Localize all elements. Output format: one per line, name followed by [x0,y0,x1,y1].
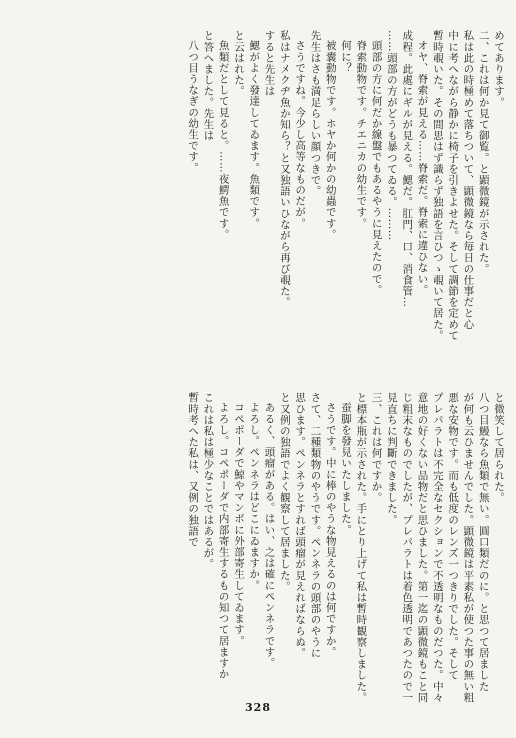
text-line: コペポーダで鯨やマンボに外部寄生してゐます。 [232,402,245,647]
text-line: めてあります。 [493,30,505,108]
text-line: プレパラトは不完全なセクションで不透明なものだつた。中々 [431,392,444,703]
text-line: 魚類だとして見ると。……夜鰐魚です。 [217,40,230,240]
text-line: じ粗末なものでしたが、プレパラトは着色透明であつたので一 [401,392,414,703]
text-line: 何に？ [340,40,353,74]
text-line: 暫時考へた私は、又例の独語で [187,392,200,548]
text-line: 悪な安物です。而も低度のレンズ一つきりでした。そして [447,392,460,681]
text-line: さうです。中に棒のやうな物見えるのは何ですか。 [324,402,337,658]
text-line: 八つ目うなぎの幼生です。 [187,40,200,174]
text-line: 鰓がよく發達してゐます。魚類です。 [248,40,261,229]
text-line: と云はれた。 [232,30,245,97]
text-line: と又例の独語でよく観察して居ました。 [278,392,291,592]
text-line: 脊索動物です。チエニカの幼生です。 [355,40,368,229]
text-line: 成程。此處にギルが見える。鰓だ。肛門、口、消食管… [401,30,414,308]
text-line: これは私は極少なことではあるが。 [202,392,215,570]
text-line: 三、これは何ですか。 [370,392,383,503]
text-line: と答へました。先生は [202,30,215,141]
text-line: 二、これは何か見て御覧。と顕微鏡が示された。 [477,30,490,275]
text-line: 中に考へながら静かに椅子を引きよせた。そして調節を定めて [447,30,460,341]
text-line: 蚕脚を發見いたしました。 [340,402,353,536]
text-line: 八つ目鰻なら魚類で無い。圓口類だのに。と思つて居ました [477,392,490,692]
text-line: よろし。ペンネラはどこにゐますか。 [248,402,261,591]
text-line: と標本瓶が示された。手にとり上げて私は暫時観察しました。 [355,392,368,703]
text-line: よろし。コペポーダで内部寄生するもの知つて居ますか [217,402,230,680]
text-line: 私はナメクヂ魚か知ら？と又独語いひながら再び覗た。 [278,30,291,308]
lower-text-block [185,392,506,703]
page-number: 328 [245,701,271,714]
text-line: 意地の好くない品物だと思ひました。第一迄の顕微鏡もこと同 [416,392,429,703]
text-line: 私は此の時極めて落ちついて、顕微鏡なら毎日の仕事だと心 [462,30,475,330]
text-line: ……頭部の方がどうも暴つてゐる。……… [385,30,398,241]
text-line: すると先生は [263,30,276,97]
text-line: オヤ、脊索が見える……脊索だ。脊索に違ひない。 [416,40,429,296]
text-line: あるく、頭瘤がある。はい、之は確にペンネラです。 [263,402,276,669]
text-line: 暫時覗いた。その間思はず識らず独語を言ひつゝ覗いて居た。 [431,30,444,341]
text-line: さて、二種類物のやうです。ペンネラの頭部のやうに [309,392,322,659]
text-line: 思ひます。ペンネラとすれば頭瘤が見えればならぬ。 [294,392,307,659]
text-line: と微笑して居られた。 [493,392,505,503]
text-line: 頭部の方に何だか線盤でもあるやうに見えたので。 [370,40,383,296]
text-line: 被囊動物です。ホヤか何かの幼蟲です。 [324,40,337,240]
text-line: さうですね。今少し高等なものだが。 [294,40,307,229]
text-line: 見直ちに判斷できました。 [385,392,398,526]
text-line: が何も云ひませんでした。顕微鏡は平素私が使つた事の無い粗 [462,392,475,703]
text-line: 先生はさも満足らしい顔つきで。 [309,30,322,197]
upper-text-block [185,30,506,360]
